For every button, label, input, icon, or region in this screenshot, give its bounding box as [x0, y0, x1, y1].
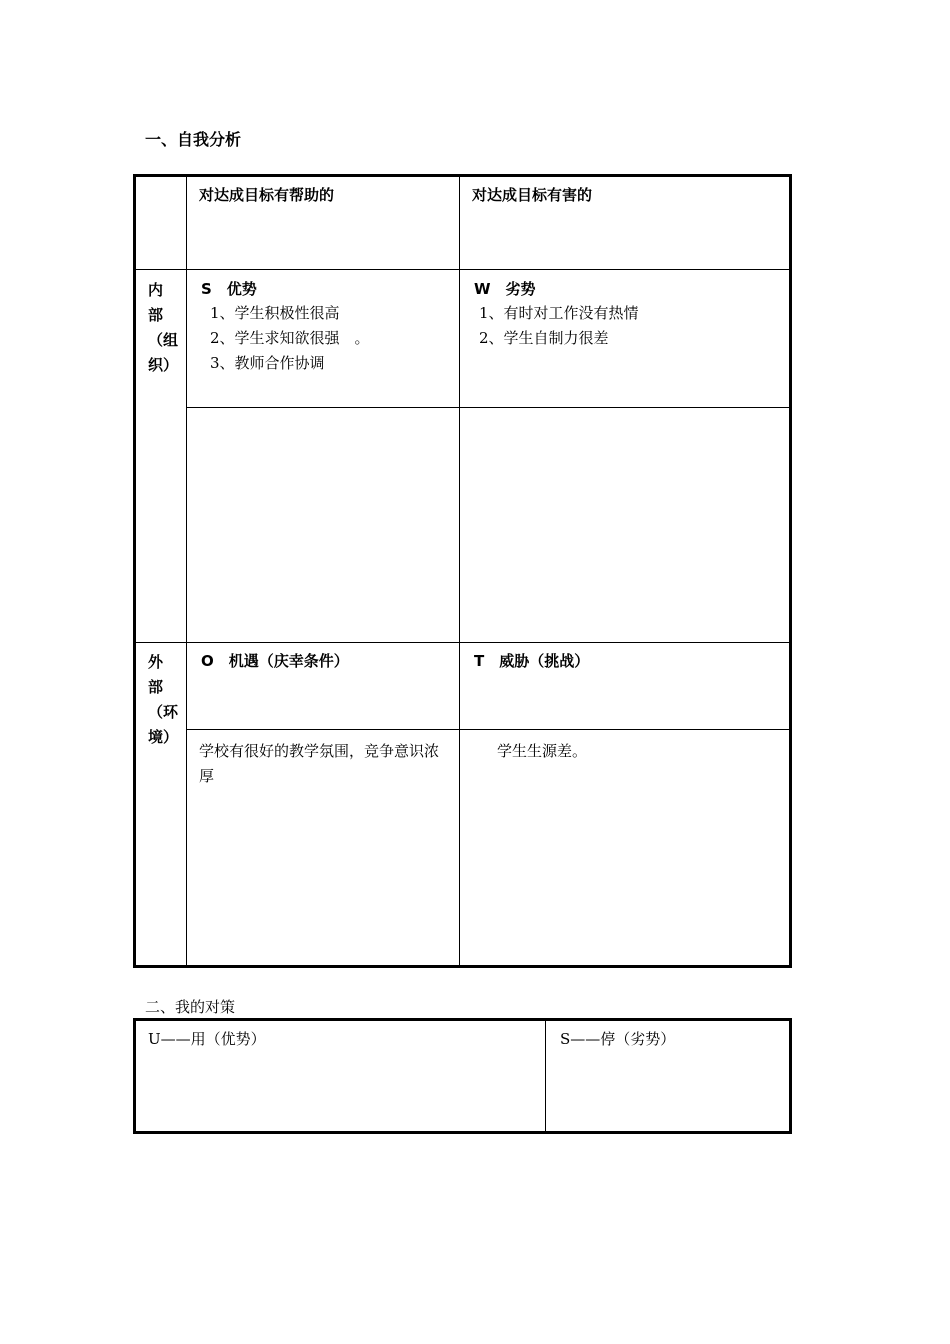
column-header-harmful: 对达成目标有害的: [472, 186, 593, 204]
use-strengths-label: U——用（优势）: [148, 1030, 266, 1048]
threats-title: T 威胁（挑战）: [474, 652, 590, 670]
strengths-title: S 优势: [201, 280, 257, 298]
row-label-external: 外 部 （环 境）: [148, 653, 179, 746]
section-1-heading: 一、自我分析: [145, 130, 242, 149]
weaknesses-title: W 劣势: [474, 280, 536, 298]
stop-weaknesses-label: S——停（劣势）: [560, 1030, 676, 1048]
strength-item: 3、教师合作协调: [210, 354, 325, 372]
opportunities-title: O 机遇（庆幸条件）: [201, 652, 349, 670]
section-2-heading: 二、我的对策: [145, 998, 236, 1016]
row-label-internal: 内 部 （组 织）: [148, 281, 179, 374]
strength-item: 1、学生积极性很高: [210, 304, 340, 322]
threats-content: 学生生源差。: [497, 742, 588, 760]
column-header-helpful: 对达成目标有帮助的: [199, 186, 335, 204]
weakness-item: 1、有时对工作没有热情: [479, 304, 639, 322]
opportunities-content: 学校有很好的教学氛围，竞争意识浓厚: [199, 742, 440, 785]
strength-item: 2、学生求知欲很强 。: [210, 329, 370, 347]
weakness-item: 2、学生自制力很差: [479, 329, 609, 347]
